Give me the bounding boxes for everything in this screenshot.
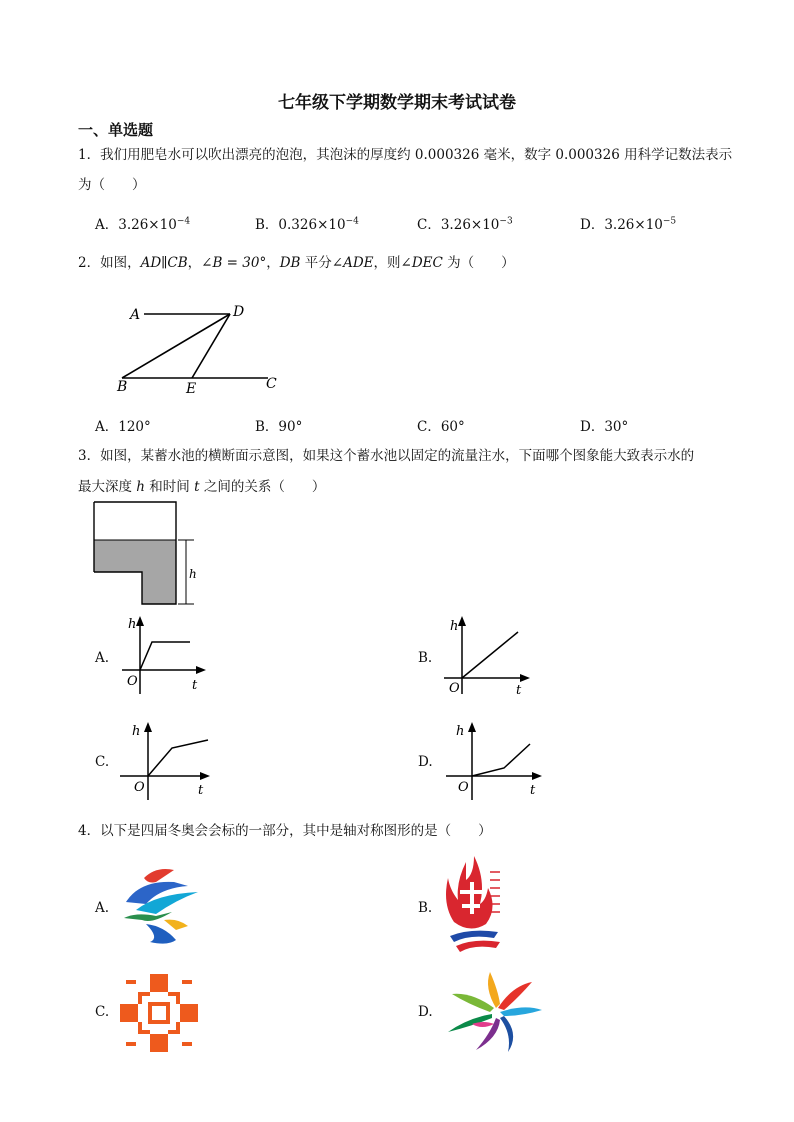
q3-graph-b[interactable] — [440, 614, 540, 696]
q3-option-b-label[interactable]: B. — [418, 650, 433, 666]
q2-option-d[interactable]: D．30° — [580, 419, 629, 435]
page-title: 七年级下学期数学期末考试试卷 — [278, 93, 516, 113]
x-axis-label: t — [192, 678, 198, 693]
q3-graph-d[interactable] — [440, 720, 548, 802]
q1-option-a[interactable]: A．$3.26\times 10^{-4}$ — [95, 216, 191, 233]
q2-option-b[interactable]: B．90° — [255, 419, 303, 435]
point-b-label: B — [117, 379, 128, 395]
depth-h-label: h — [189, 567, 197, 581]
y-axis-label: h — [128, 617, 137, 632]
q3-graph-c[interactable] — [116, 720, 216, 802]
section-heading: 一、单选题 — [78, 121, 154, 139]
x-axis-label: t — [198, 783, 204, 798]
question-2-text: 2．如图，AD∥CB，∠B = 30°，DB 平分∠ADE，则∠DEC 为（ ） — [78, 255, 515, 271]
q4-emblem-c[interactable] — [116, 970, 202, 1056]
q1-option-c[interactable]: C．$3.26\times 10^{-3}$ — [417, 216, 513, 233]
question-3-line-2: 最大深度 h 和时间 t 之间的关系（ ） — [78, 479, 326, 495]
y-axis-label: h — [450, 619, 459, 634]
origin-label: O — [458, 780, 469, 795]
question-1-line-2: 为（ ） — [78, 177, 146, 193]
question-1-line-1: 1．我们用肥皂水可以吹出漂亮的泡泡，其泡沫的厚度约 0.000326 毫米，数字 0.000326 用科学记数法表示 — [78, 147, 733, 163]
q4-option-c-label[interactable]: C. — [95, 1004, 110, 1020]
q3-option-d-label[interactable]: D. — [418, 754, 433, 770]
q4-option-d-label[interactable]: D. — [418, 1004, 433, 1020]
q3-option-c-label[interactable]: C. — [95, 754, 110, 770]
origin-label: O — [134, 780, 145, 795]
q4-emblem-a[interactable] — [116, 864, 206, 948]
x-axis-label: t — [516, 683, 522, 696]
q2-geometry-figure — [110, 296, 290, 396]
q3-option-a-label[interactable]: A. — [95, 650, 110, 666]
x-axis-label: t — [530, 783, 536, 798]
q2-option-c[interactable]: C．60° — [417, 419, 465, 435]
q3-graph-a[interactable] — [118, 614, 218, 696]
question-3-line-1: 3．如图，某蓄水池的横断面示意图，如果这个蓄水池以固定的流量注水，下面哪个图象能大致表示水的 — [78, 448, 695, 464]
point-c-label: C — [266, 376, 277, 392]
point-d-label: D — [233, 304, 245, 320]
origin-label: O — [127, 674, 138, 689]
q4-emblem-b[interactable] — [440, 852, 520, 960]
y-axis-label: h — [456, 724, 465, 739]
q1-option-b[interactable]: B．$0.326\times 10^{-4}$ — [255, 216, 359, 233]
y-axis-label: h — [132, 724, 141, 739]
q1-option-d[interactable]: D．$3.26\times 10^{-5}$ — [580, 216, 677, 233]
origin-label: O — [449, 681, 460, 696]
reservoir-figure — [90, 500, 210, 610]
point-e-label: E — [186, 381, 197, 396]
q4-option-a-label[interactable]: A. — [95, 900, 110, 916]
q4-emblem-d[interactable] — [442, 968, 548, 1054]
point-a-label: A — [130, 307, 141, 323]
q4-option-b-label[interactable]: B. — [418, 900, 433, 916]
question-4-text: 4．以下是四届冬奥会会标的一部分，其中是轴对称图形的是（ ） — [78, 823, 492, 839]
q2-option-a[interactable]: A．120° — [95, 419, 151, 435]
